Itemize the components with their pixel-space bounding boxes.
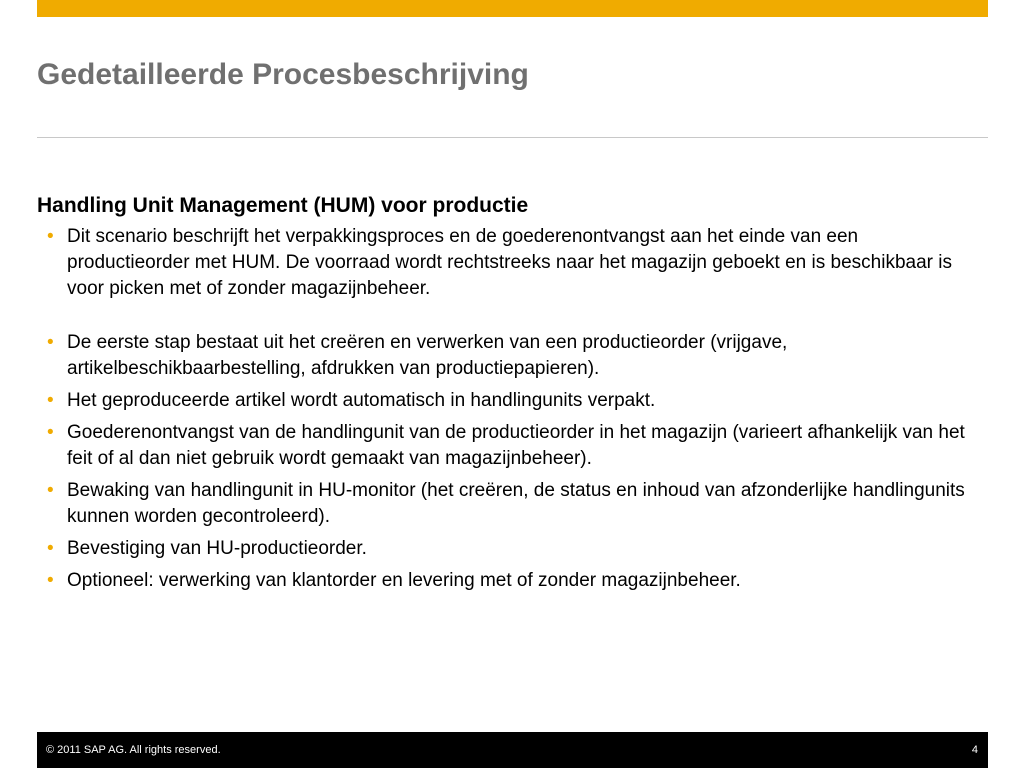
slide-title: Gedetailleerde Procesbeschrijving bbox=[37, 58, 529, 91]
bullet-icon: • bbox=[47, 422, 54, 443]
bullet-text: Dit scenario beschrijft het verpakkingsproces en de goederenontvangst aan het einde van een productieorder met HUM. De voorraad wordt rechtstreeks naar het magazijn geboekt en is beschikbaar is voor picken met of zonder magazijnbeheer. bbox=[67, 226, 952, 299]
footer-copyright: © 2011 SAP AG. All rights reserved. bbox=[46, 744, 221, 756]
bullet-icon: • bbox=[47, 332, 54, 353]
bullet-icon: • bbox=[47, 570, 54, 591]
bullet-item bbox=[37, 224, 982, 302]
bullet-icon: • bbox=[47, 226, 54, 247]
bullet-item bbox=[37, 388, 982, 414]
bullet-text: Goederenontvangst van de handlingunit van de productieorder in het magazijn (varieert afhankelijk van het feit of al dan niet gebruik wordt gemaakt van magazijnbeheer). bbox=[67, 422, 965, 469]
slide-subtitle: Handling Unit Management (HUM) voor productie bbox=[37, 194, 529, 217]
bullet-item bbox=[37, 420, 982, 472]
bullet-icon: • bbox=[47, 390, 54, 411]
bullet-text: Bewaking van handlingunit in HU-monitor (het creëren, de status en inhoud van afzonderlijke handlingunits kunnen worden gecontroleerd). bbox=[67, 480, 965, 527]
bullet-item bbox=[37, 536, 982, 562]
bullet-item bbox=[37, 568, 982, 594]
top-accent-bar bbox=[37, 0, 988, 17]
bullet-text: Bevestiging van HU-productieorder. bbox=[67, 538, 367, 559]
bullet-item bbox=[37, 478, 982, 530]
footer-bar bbox=[37, 732, 988, 768]
slide-content bbox=[37, 192, 982, 600]
bullet-item bbox=[37, 330, 982, 382]
bullet-text: Optioneel: verwerking van klantorder en levering met of zonder magazijnbeheer. bbox=[67, 570, 741, 591]
bullet-icon: • bbox=[47, 538, 54, 559]
bullet-list bbox=[37, 224, 982, 594]
bullet-text: Het geproduceerde artikel wordt automatisch in handlingunits verpakt. bbox=[67, 390, 656, 411]
title-divider bbox=[37, 137, 988, 138]
bullet-text: De eerste stap bestaat uit het creëren en verwerken van een productieorder (vrijgave, artikelbeschikbaarbestelling, afdrukken van productiepapieren). bbox=[67, 332, 788, 379]
bullet-icon: • bbox=[47, 480, 54, 501]
page-number: 4 bbox=[971, 744, 978, 756]
